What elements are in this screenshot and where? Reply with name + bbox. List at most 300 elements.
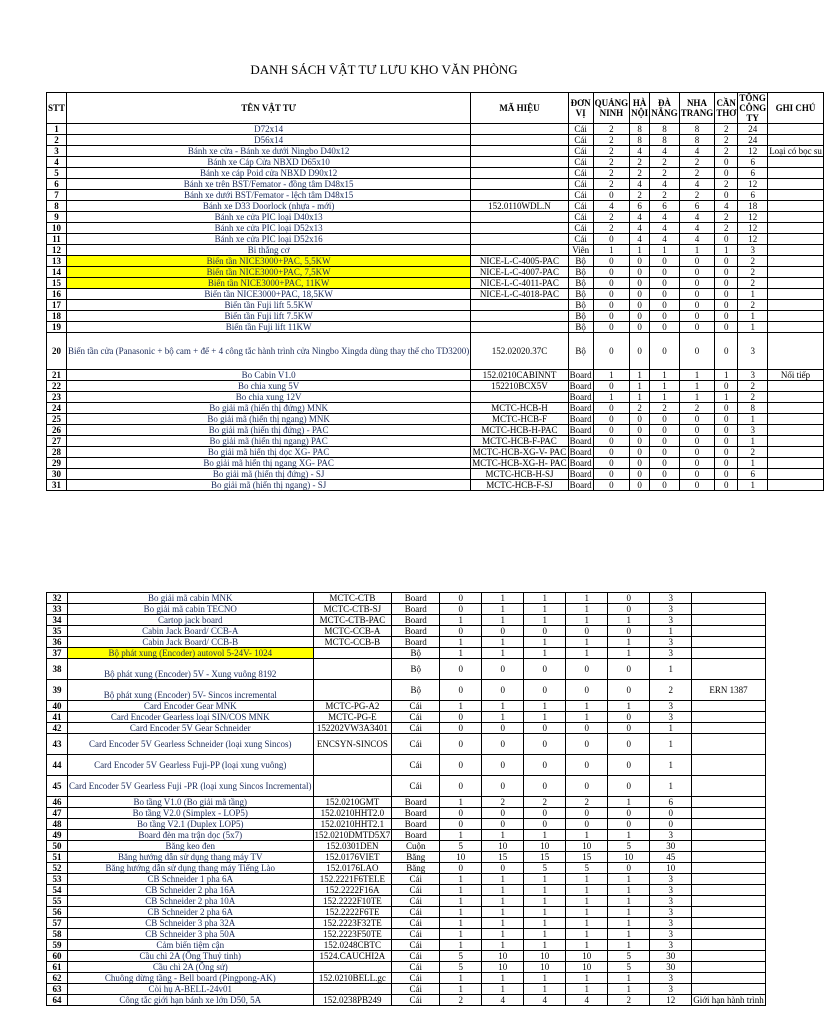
row-stt: 32 bbox=[47, 593, 68, 604]
qty-total: 2 bbox=[650, 680, 692, 701]
qty-can-tho: 1 bbox=[608, 701, 650, 712]
item-name: D56x14 bbox=[67, 135, 471, 146]
item-name: Bánh xe dưới BST/Femator - lệch tâm D48x15 bbox=[67, 190, 471, 201]
header-ha-noi: HÀ NỘI bbox=[630, 93, 650, 124]
qty-can-tho: 4 bbox=[715, 201, 738, 212]
qty-total: 3 bbox=[650, 984, 692, 995]
row-stt: 44 bbox=[47, 755, 68, 776]
qty-da-nang: 0 bbox=[524, 808, 566, 819]
table-row bbox=[47, 245, 824, 256]
table-row bbox=[47, 278, 824, 289]
item-unit: Board bbox=[569, 457, 592, 468]
qty-quang-ninh: 2 bbox=[440, 995, 482, 1006]
row-stt: 20 bbox=[47, 333, 67, 370]
qty-total: 3 bbox=[650, 830, 692, 841]
qty-nha-trang: 0 bbox=[566, 734, 608, 755]
qty-nha-trang: 1 bbox=[566, 874, 608, 885]
item-code bbox=[471, 300, 568, 311]
row-stt: 34 bbox=[47, 615, 68, 626]
table-row bbox=[47, 146, 824, 157]
row-stt: 22 bbox=[47, 381, 67, 392]
item-code bbox=[313, 648, 392, 659]
row-stt: 37 bbox=[47, 648, 68, 659]
item-note: ERN 1387 bbox=[692, 680, 766, 701]
qty-nha-trang: 15 bbox=[566, 852, 608, 863]
qty-ha-noi: 8 bbox=[630, 124, 650, 135]
qty-da-nang: 1 bbox=[524, 701, 566, 712]
item-note bbox=[768, 278, 824, 289]
item-code: 152.2223F50TE bbox=[313, 929, 392, 940]
item-note bbox=[768, 223, 824, 234]
qty-quang-ninh: 0 bbox=[440, 593, 482, 604]
qty-total: 24 bbox=[738, 124, 768, 135]
item-name: Bo chia xung 12V bbox=[67, 392, 471, 403]
qty-can-tho: 0 bbox=[715, 469, 738, 480]
qty-can-tho: 1 bbox=[608, 648, 650, 659]
item-unit: Cái bbox=[392, 962, 440, 973]
item-note bbox=[768, 480, 824, 491]
qty-quang-ninh: 10 bbox=[440, 852, 482, 863]
item-name: CB Schneider 3 pha 50A bbox=[68, 929, 314, 940]
qty-nha-trang: 1 bbox=[566, 648, 608, 659]
table-row bbox=[47, 322, 824, 333]
table-row bbox=[47, 797, 766, 808]
table-row bbox=[47, 615, 766, 626]
item-unit: Cái bbox=[568, 135, 593, 146]
qty-quang-ninh: 0 bbox=[440, 734, 482, 755]
item-name: Card Encoder 5V Gear Schneider bbox=[68, 723, 314, 734]
table-row bbox=[47, 311, 824, 322]
qty-quang-ninh: 1 bbox=[440, 637, 482, 648]
item-note bbox=[692, 830, 766, 841]
table-row bbox=[47, 659, 766, 680]
item-code bbox=[313, 755, 392, 776]
qty-ha-noi: 1 bbox=[630, 370, 650, 381]
qty-can-tho: 0 bbox=[715, 414, 738, 425]
qty-nha-trang: 0 bbox=[679, 469, 715, 480]
table-row bbox=[47, 896, 766, 907]
qty-can-tho: 0 bbox=[715, 436, 738, 447]
qty-nha-trang: 1 bbox=[566, 984, 608, 995]
item-code bbox=[471, 124, 568, 135]
qty-ha-noi: 0 bbox=[630, 300, 650, 311]
item-name: Card Encoder Gear MNK bbox=[68, 701, 314, 712]
qty-quang-ninh: 1 bbox=[593, 245, 630, 256]
qty-quang-ninh: 0 bbox=[593, 436, 630, 447]
qty-total: 3 bbox=[738, 425, 768, 436]
qty-nha-trang: 1 bbox=[566, 615, 608, 626]
qty-da-nang: 1 bbox=[650, 392, 680, 403]
qty-da-nang: 0 bbox=[524, 723, 566, 734]
qty-total: 2 bbox=[738, 278, 768, 289]
item-unit: Board bbox=[392, 615, 440, 626]
qty-ha-noi: 4 bbox=[482, 995, 524, 1006]
qty-total: 1 bbox=[650, 659, 692, 680]
item-unit: Board bbox=[392, 604, 440, 615]
qty-da-nang: 0 bbox=[650, 322, 680, 333]
row-stt: 5 bbox=[47, 168, 67, 179]
item-note bbox=[692, 723, 766, 734]
qty-nha-trang: 0 bbox=[679, 447, 715, 458]
qty-da-nang: 1 bbox=[524, 896, 566, 907]
row-stt: 9 bbox=[47, 212, 67, 223]
qty-quang-ninh: 0 bbox=[440, 808, 482, 819]
qty-quang-ninh: 1 bbox=[440, 907, 482, 918]
row-stt: 47 bbox=[47, 808, 68, 819]
qty-da-nang: 0 bbox=[650, 414, 680, 425]
qty-da-nang: 0 bbox=[650, 311, 680, 322]
item-name: Băng keo đen bbox=[68, 841, 314, 852]
item-note bbox=[768, 179, 824, 190]
qty-da-nang: 0 bbox=[524, 734, 566, 755]
qty-ha-noi: 0 bbox=[630, 480, 650, 491]
item-name: Bi thắng cơ bbox=[67, 245, 471, 256]
row-stt: 7 bbox=[47, 190, 67, 201]
qty-da-nang: 1 bbox=[524, 907, 566, 918]
row-stt: 10 bbox=[47, 223, 67, 234]
qty-quang-ninh: 5 bbox=[440, 951, 482, 962]
item-code bbox=[313, 984, 392, 995]
qty-nha-trang: 0 bbox=[679, 322, 715, 333]
item-code bbox=[471, 135, 568, 146]
table-row bbox=[47, 951, 766, 962]
qty-total: 1 bbox=[738, 414, 768, 425]
qty-total: 30 bbox=[650, 962, 692, 973]
item-unit: Bộ bbox=[392, 659, 440, 680]
qty-ha-noi: 0 bbox=[630, 469, 650, 480]
item-code: 152.0176VIET bbox=[313, 852, 392, 863]
header-note: GHI CHÚ bbox=[768, 93, 824, 124]
item-name: Bánh xe cửa PIC loại D52x13 bbox=[67, 223, 471, 234]
table-row bbox=[47, 414, 824, 425]
qty-quang-ninh: 0 bbox=[593, 234, 630, 245]
item-name: Bánh xe cửa PIC loại D52x16 bbox=[67, 234, 471, 245]
qty-nha-trang: 10 bbox=[566, 841, 608, 852]
table-row bbox=[47, 918, 766, 929]
row-stt: 21 bbox=[47, 370, 67, 381]
item-code: MCTC-HCB-F-PAC bbox=[471, 436, 568, 447]
item-name: Card Encoder 5V Gearless Fuji -PR (loại xung Sincos Incremental) bbox=[68, 776, 314, 797]
qty-can-tho: 0 bbox=[715, 480, 738, 491]
qty-total: 6 bbox=[738, 157, 768, 168]
qty-nha-trang: 0 bbox=[679, 458, 715, 469]
item-note bbox=[692, 648, 766, 659]
qty-da-nang: 0 bbox=[650, 447, 680, 458]
table-row bbox=[47, 392, 824, 403]
item-unit: Cái bbox=[392, 734, 440, 755]
item-name: Biến tần Fuji lift 7.5KW bbox=[67, 311, 471, 322]
item-unit: Board bbox=[569, 413, 592, 424]
item-name: D72x14 bbox=[67, 124, 471, 135]
item-name: CB Schneider 2 pha 6A bbox=[68, 907, 314, 918]
qty-total: 30 bbox=[650, 951, 692, 962]
qty-total: 12 bbox=[738, 223, 768, 234]
header-quang-ninh: QUẢNG NINH bbox=[593, 93, 630, 124]
item-unit: Cái bbox=[568, 223, 593, 234]
item-name: Card Encoder Gearless loại SIN/COS MNK bbox=[68, 712, 314, 723]
item-unit: Cái bbox=[392, 973, 440, 984]
table-row bbox=[47, 874, 766, 885]
qty-quang-ninh: 2 bbox=[593, 124, 630, 135]
item-name: Bánh xe cáp Poid cửa NBXD D90x12 bbox=[67, 168, 471, 179]
qty-can-tho: 1 bbox=[608, 973, 650, 984]
qty-total: 2 bbox=[738, 300, 768, 311]
item-name: Cầu chì 2A (Ống Thuỷ tinh) bbox=[68, 951, 314, 962]
item-note bbox=[768, 469, 824, 480]
item-unit: Bộ bbox=[392, 680, 440, 701]
item-note bbox=[768, 157, 824, 168]
item-code: MCTC-HCB-F-SJ bbox=[471, 480, 568, 491]
qty-quang-ninh: 2 bbox=[593, 212, 630, 223]
item-note bbox=[692, 712, 766, 723]
item-unit: Cái bbox=[392, 918, 440, 929]
qty-quang-ninh: 1 bbox=[440, 874, 482, 885]
qty-nha-trang: 2 bbox=[679, 168, 715, 179]
qty-da-nang: 1 bbox=[524, 929, 566, 940]
row-stt: 41 bbox=[47, 712, 68, 723]
qty-total: 1 bbox=[650, 755, 692, 776]
qty-can-tho: 0 bbox=[715, 168, 738, 179]
item-name: Biến tần NICE3000+PAC, 5,5KW bbox=[67, 256, 471, 267]
qty-quang-ninh: 0 bbox=[593, 414, 630, 425]
qty-da-nang: 0 bbox=[650, 300, 680, 311]
qty-quang-ninh: 0 bbox=[440, 755, 482, 776]
item-code: 152.0210HHT2.0 bbox=[313, 808, 392, 819]
item-name: Biến tần NICE3000+PAC, 11KW bbox=[67, 278, 471, 289]
row-stt: 49 bbox=[47, 830, 68, 841]
item-name: Card Encoder 5V Gearless Schneider (loại xung Sincos) bbox=[68, 734, 314, 755]
qty-can-tho: 0 bbox=[715, 157, 738, 168]
item-code: 152.2221F6TELE bbox=[313, 874, 392, 885]
qty-da-nang: 1 bbox=[524, 637, 566, 648]
header-row bbox=[47, 93, 824, 124]
item-unit: Cái bbox=[392, 995, 440, 1006]
item-code bbox=[471, 322, 568, 333]
item-code bbox=[471, 179, 568, 190]
item-note bbox=[692, 885, 766, 896]
item-code bbox=[471, 168, 568, 179]
row-stt: 50 bbox=[47, 841, 68, 852]
qty-nha-trang: 1 bbox=[566, 929, 608, 940]
item-code: NICE-L-C-4007-PAC bbox=[471, 267, 568, 278]
qty-quang-ninh: 2 bbox=[593, 157, 630, 168]
item-unit: Cái bbox=[392, 940, 440, 951]
qty-ha-noi: 0 bbox=[630, 322, 650, 333]
row-stt: 40 bbox=[47, 701, 68, 712]
table-row bbox=[47, 712, 766, 723]
qty-ha-noi: 15 bbox=[482, 852, 524, 863]
qty-quang-ninh: 0 bbox=[593, 256, 630, 267]
item-unit: Board bbox=[569, 391, 592, 402]
qty-can-tho: 5 bbox=[608, 951, 650, 962]
item-note bbox=[692, 819, 766, 830]
qty-quang-ninh: 1 bbox=[440, 885, 482, 896]
table-row bbox=[47, 863, 766, 874]
qty-da-nang: 6 bbox=[650, 201, 680, 212]
qty-ha-noi: 1 bbox=[482, 940, 524, 951]
header-item-name: TÊN VẬT TƯ bbox=[67, 93, 471, 124]
qty-nha-trang: 0 bbox=[566, 755, 608, 776]
item-code bbox=[313, 680, 392, 701]
item-note bbox=[692, 962, 766, 973]
qty-total: 1 bbox=[738, 436, 768, 447]
item-name: Cartop jack board bbox=[68, 615, 314, 626]
item-note bbox=[692, 907, 766, 918]
qty-total: 3 bbox=[650, 973, 692, 984]
qty-can-tho: 2 bbox=[715, 135, 738, 146]
item-name: Bo tầng V1.0 (Bo giải mã tầng) bbox=[68, 797, 314, 808]
qty-can-tho: 0 bbox=[715, 278, 738, 289]
table-row bbox=[47, 267, 824, 278]
item-note bbox=[768, 212, 824, 223]
qty-total: 3 bbox=[650, 712, 692, 723]
item-code: 152.0210GMT bbox=[313, 797, 392, 808]
item-unit: Bộ bbox=[568, 333, 593, 370]
qty-ha-noi: 1 bbox=[482, 637, 524, 648]
qty-ha-noi: 0 bbox=[630, 278, 650, 289]
qty-ha-noi: 1 bbox=[482, 973, 524, 984]
item-note bbox=[692, 776, 766, 797]
item-unit: Board bbox=[392, 797, 440, 808]
item-unit: Cái bbox=[392, 929, 440, 940]
row-stt: 58 bbox=[47, 929, 68, 940]
qty-can-tho: 0 bbox=[608, 776, 650, 797]
qty-da-nang: 0 bbox=[524, 755, 566, 776]
item-unit: Cái bbox=[568, 201, 593, 212]
item-code: MCTC-PG-A2 bbox=[313, 701, 392, 712]
qty-quang-ninh: 0 bbox=[593, 190, 630, 201]
qty-can-tho: 0 bbox=[608, 604, 650, 615]
item-note: Giới hạn hành trình bbox=[693, 994, 764, 1005]
item-note bbox=[692, 755, 766, 776]
item-unit: Cái bbox=[392, 755, 440, 776]
table-row bbox=[47, 604, 766, 615]
qty-can-tho: 0 bbox=[715, 425, 738, 436]
row-stt: 14 bbox=[47, 267, 67, 278]
qty-quang-ninh: 2 bbox=[593, 168, 630, 179]
item-note bbox=[692, 896, 766, 907]
qty-ha-noi: 1 bbox=[630, 392, 650, 403]
row-stt: 38 bbox=[47, 659, 68, 680]
item-note bbox=[768, 267, 824, 278]
qty-ha-noi: 1 bbox=[482, 648, 524, 659]
table-row bbox=[47, 852, 766, 863]
qty-can-tho: 0 bbox=[715, 381, 738, 392]
item-name: Bánh xe D33 Doorlock (nhựa - mới) bbox=[67, 201, 471, 212]
table-row bbox=[47, 626, 766, 637]
qty-da-nang: 15 bbox=[524, 852, 566, 863]
qty-quang-ninh: 5 bbox=[440, 841, 482, 852]
qty-quang-ninh: 0 bbox=[593, 311, 630, 322]
item-name: Bánh xe trên BST/Femator - đồng tâm D48x15 bbox=[67, 179, 471, 190]
item-name: Băng hướng dẫn sử dụng thang máy Tiếng Lào bbox=[68, 863, 314, 874]
qty-da-nang: 0 bbox=[650, 278, 680, 289]
qty-da-nang: 4 bbox=[650, 179, 680, 190]
qty-total: 1 bbox=[650, 776, 692, 797]
qty-nha-trang: 10 bbox=[566, 962, 608, 973]
row-stt: 33 bbox=[47, 604, 68, 615]
qty-da-nang: 1 bbox=[524, 648, 566, 659]
qty-da-nang: 5 bbox=[524, 863, 566, 874]
table-row bbox=[47, 734, 766, 755]
qty-nha-trang: 0 bbox=[679, 480, 715, 491]
qty-ha-noi: 0 bbox=[482, 723, 524, 734]
row-stt: 8 bbox=[47, 201, 67, 212]
qty-total: 3 bbox=[650, 940, 692, 951]
qty-quang-ninh: 0 bbox=[593, 300, 630, 311]
item-name: CB Schneider 2 pha 16A bbox=[68, 885, 314, 896]
qty-ha-noi: 1 bbox=[482, 701, 524, 712]
item-name: Biến tần NICE3000+PAC, 18,5KW bbox=[67, 289, 471, 300]
table-row bbox=[47, 370, 824, 381]
item-name: Còi hụ A-BELL-24v01 bbox=[68, 984, 314, 995]
qty-can-tho: 1 bbox=[608, 885, 650, 896]
qty-quang-ninh: 1 bbox=[440, 701, 482, 712]
item-unit: Bộ bbox=[568, 267, 593, 278]
qty-can-tho: 1 bbox=[608, 929, 650, 940]
qty-nha-trang: 0 bbox=[566, 659, 608, 680]
row-stt: 3 bbox=[47, 146, 67, 157]
qty-ha-noi: 10 bbox=[482, 962, 524, 973]
item-unit: Board bbox=[392, 830, 440, 841]
qty-da-nang: 0 bbox=[524, 819, 566, 830]
qty-da-nang: 1 bbox=[524, 830, 566, 841]
qty-total: 12 bbox=[738, 146, 768, 157]
qty-can-tho: 1 bbox=[608, 940, 650, 951]
item-code: 152202VW3A3401 bbox=[313, 723, 392, 734]
row-stt: 12 bbox=[47, 245, 67, 256]
qty-nha-trang: 4 bbox=[679, 223, 715, 234]
item-unit: Cái bbox=[568, 190, 593, 201]
item-name: Bo giải mã (hiển thị đứng) - PAC bbox=[67, 425, 471, 436]
item-code: ENCSYN-SINCOS bbox=[313, 734, 392, 755]
header-da-nang: ĐÀ NẴNG bbox=[650, 93, 680, 124]
qty-da-nang: 1 bbox=[524, 593, 566, 604]
item-unit: Bộ bbox=[568, 256, 593, 267]
item-code: NICE-L-C-4011-PAC bbox=[471, 278, 568, 289]
table-row bbox=[47, 830, 766, 841]
qty-total: 3 bbox=[738, 245, 768, 256]
qty-total: 12 bbox=[738, 234, 768, 245]
item-unit: Cái bbox=[568, 212, 593, 223]
qty-nha-trang: 10 bbox=[566, 951, 608, 962]
qty-quang-ninh: 1 bbox=[440, 896, 482, 907]
qty-nha-trang: 2 bbox=[679, 403, 715, 414]
qty-nha-trang: 0 bbox=[679, 311, 715, 322]
item-name: Bo Cabin V1.0 bbox=[67, 370, 471, 381]
qty-ha-noi: 2 bbox=[630, 403, 650, 414]
item-name: Bo tầng V2.1 (Duplex LOP5) bbox=[68, 819, 314, 830]
item-name: Bo tầng V2.0 (Simplex - LOP5) bbox=[68, 808, 314, 819]
table-row bbox=[47, 135, 824, 146]
qty-quang-ninh: 0 bbox=[593, 381, 630, 392]
row-stt: 36 bbox=[47, 637, 68, 648]
qty-can-tho: 2 bbox=[715, 212, 738, 223]
qty-can-tho: 0 bbox=[608, 712, 650, 723]
qty-can-tho: 5 bbox=[608, 962, 650, 973]
qty-da-nang: 1 bbox=[650, 245, 680, 256]
qty-da-nang: 0 bbox=[524, 680, 566, 701]
qty-da-nang: 0 bbox=[650, 333, 680, 370]
item-note bbox=[768, 201, 824, 212]
qty-quang-ninh: 1 bbox=[440, 940, 482, 951]
header-nha-trang: NHA TRANG bbox=[679, 93, 715, 124]
row-stt: 53 bbox=[47, 874, 68, 885]
qty-can-tho: 5 bbox=[608, 841, 650, 852]
qty-total: 1 bbox=[650, 734, 692, 755]
row-stt: 42 bbox=[47, 723, 68, 734]
item-unit: Cái bbox=[392, 885, 440, 896]
